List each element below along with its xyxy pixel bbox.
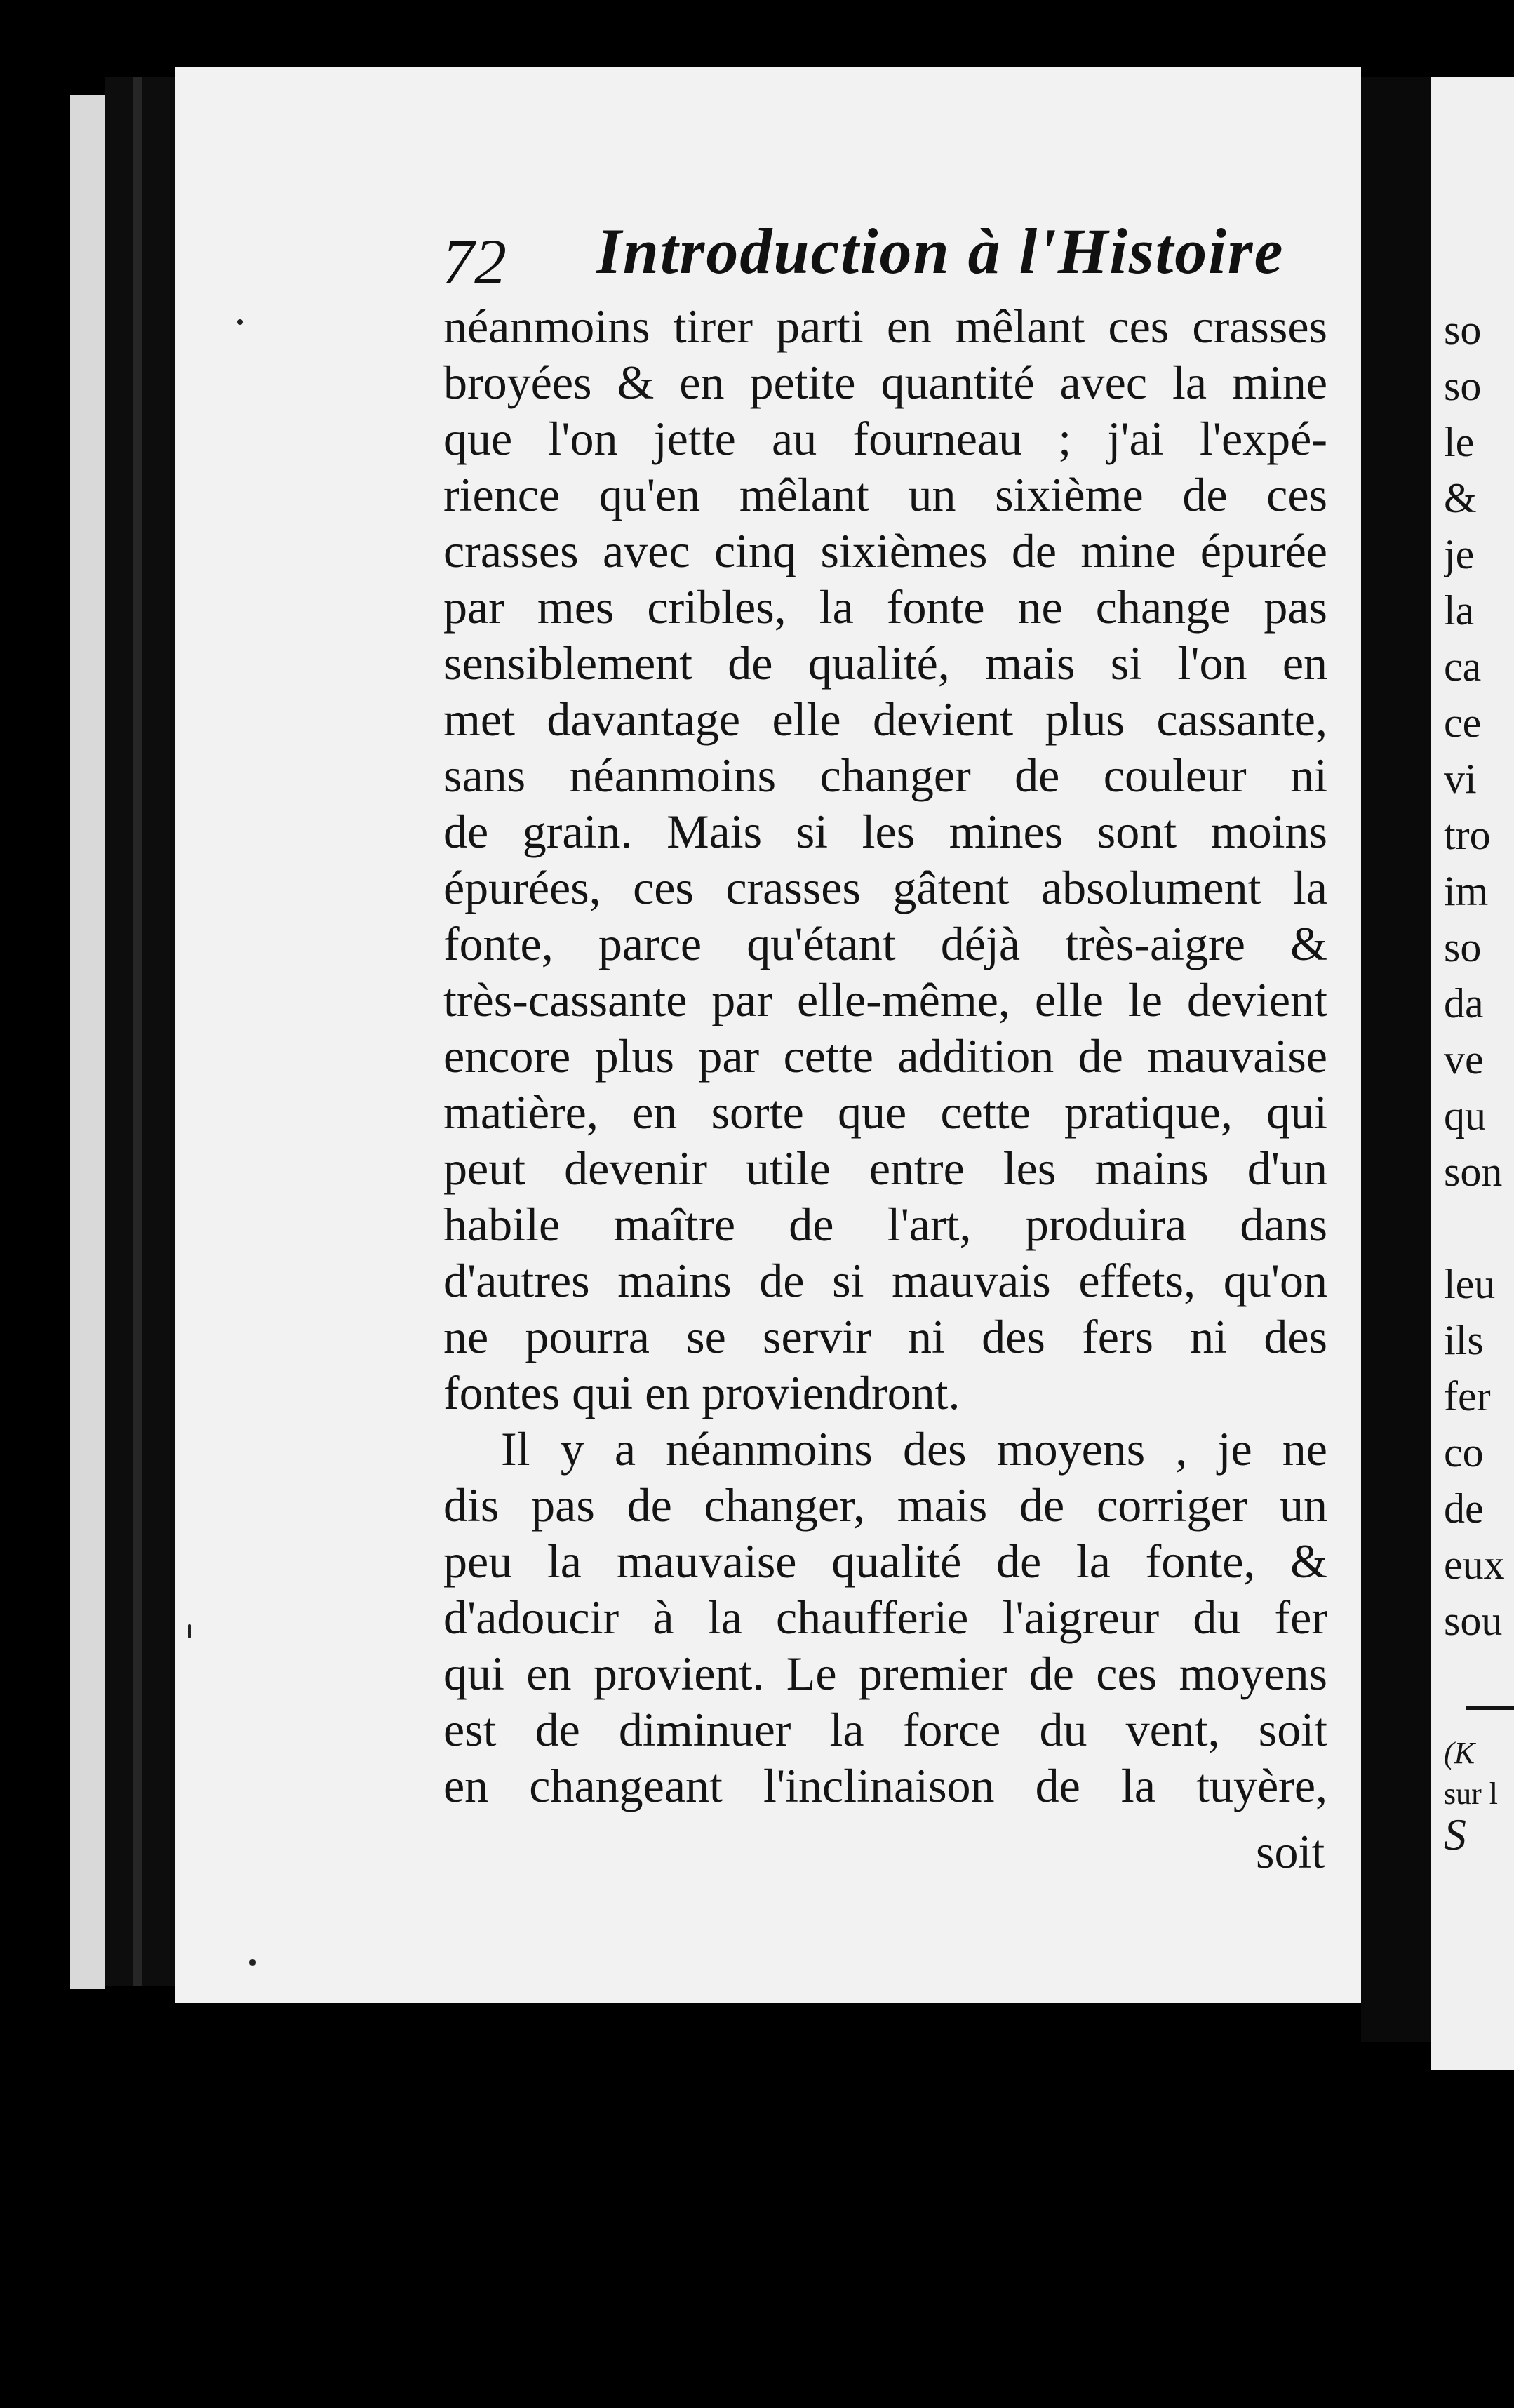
facing-note-fragment: S (1444, 1810, 1466, 1855)
text-line: est de diminuer la force du vent, soit (443, 1703, 1327, 1756)
text-line: ne pourra se servir ni des fers ni des (443, 1310, 1327, 1363)
text-line: néanmoins tirer parti en mêlant ces crasses (443, 300, 1327, 353)
facing-fragment: co (1444, 1429, 1484, 1476)
facing-fragment: ve (1444, 1036, 1484, 1083)
catchword: soit (1256, 1825, 1325, 1878)
facing-fragment: la (1444, 587, 1475, 634)
text-line: met davantage elle devient plus cassante, (443, 693, 1327, 746)
ink-speck (237, 319, 243, 325)
facing-fragment: so (1444, 307, 1482, 353)
facing-fragment: ce (1444, 700, 1482, 746)
body-text (443, 298, 1327, 1814)
facing-fragment: vi (1444, 756, 1477, 802)
text-line: crasses avec cinq sixièmes de mine épurée (443, 524, 1327, 577)
facing-fragment: tro (1444, 812, 1491, 858)
text-line: dis pas de changer, mais de corriger un (443, 1478, 1327, 1532)
text-line: qui en provient. Le premier de ces moyens (443, 1647, 1327, 1700)
facing-fragment: ils (1444, 1317, 1484, 1363)
text-line: sensiblement de qualité, mais si l'on en (443, 636, 1327, 690)
text-line: broyées & en petite quantité avec la mine (443, 356, 1327, 409)
text-line: d'adoucir à la chaufferie l'aigreur du fer (443, 1591, 1327, 1644)
facing-fragment: ca (1444, 643, 1482, 690)
text-line: sans néanmoins changer de couleur ni (443, 749, 1327, 802)
facing-fragment: so (1444, 924, 1482, 970)
text-line: peut devenir utile entre les mains d'un (443, 1142, 1327, 1195)
text-line: Il y a néanmoins des moyens , je ne (501, 1422, 1327, 1476)
ink-speck (188, 1624, 191, 1638)
facing-fragment: de (1444, 1485, 1484, 1532)
facing-fragment: da (1444, 980, 1484, 1026)
facing-fragment: & (1444, 475, 1477, 521)
text-line: très-cassante par elle-même, elle le devient (443, 973, 1327, 1026)
facing-fragment: je (1444, 531, 1475, 577)
facing-fragment: so (1444, 363, 1482, 409)
facing-fragment: qu (1444, 1092, 1486, 1139)
text-line: fonte, parce qu'étant déjà très-aigre & (443, 917, 1327, 970)
facing-note-fragment: sur l (1444, 1777, 1498, 1811)
text-line: rience qu'en mêlant un sixième de ces (443, 468, 1327, 521)
facing-fragment: im (1444, 868, 1489, 914)
ink-speck (249, 1959, 256, 1966)
facing-fragment: le (1444, 419, 1475, 465)
facing-fragment: sou (1444, 1598, 1503, 1644)
text-line: que l'on jette au fourneau ; j'ai l'expé- (443, 412, 1327, 465)
text-line: par mes cribles, la fonte ne change pas (443, 580, 1327, 634)
text-line: matière, en sorte que cette pratique, qui (443, 1085, 1327, 1139)
facing-fragment: son (1444, 1149, 1503, 1195)
facing-fragment: leu (1444, 1261, 1496, 1307)
facing-note-fragment: (K (1444, 1736, 1475, 1770)
text-line: de grain. Mais si les mines sont moins (443, 805, 1327, 858)
text-line: d'autres mains de si mauvais effets, qu'on (443, 1254, 1327, 1307)
running-head: Introduction à l'Histoire (596, 215, 1285, 287)
facing-page-text (1444, 302, 1514, 1649)
page-number: 72 (442, 226, 507, 297)
facing-footnote (1444, 1733, 1514, 1855)
left-page-edge (70, 95, 105, 1989)
text-line: en changeant l'inclinaison de la tuyère, (443, 1759, 1327, 1812)
text-line: peu la mauvaise qualité de la fonte, & (443, 1534, 1327, 1588)
facing-footnote-rule (1466, 1706, 1514, 1710)
left-binding-stripe (133, 77, 142, 1986)
text-line: habile maître de l'art, produira dans (443, 1198, 1327, 1251)
text-line: épurées, ces crasses gâtent absolument la (443, 861, 1327, 914)
text-line: fontes qui en proviendront. (443, 1366, 960, 1419)
facing-fragment: eux (1444, 1541, 1505, 1588)
facing-fragment (1444, 1200, 1514, 1256)
text-line: encore plus par cette addition de mauvaise (443, 1029, 1327, 1083)
facing-fragment: fer (1444, 1373, 1491, 1419)
gutter-shadow (1361, 77, 1438, 2042)
